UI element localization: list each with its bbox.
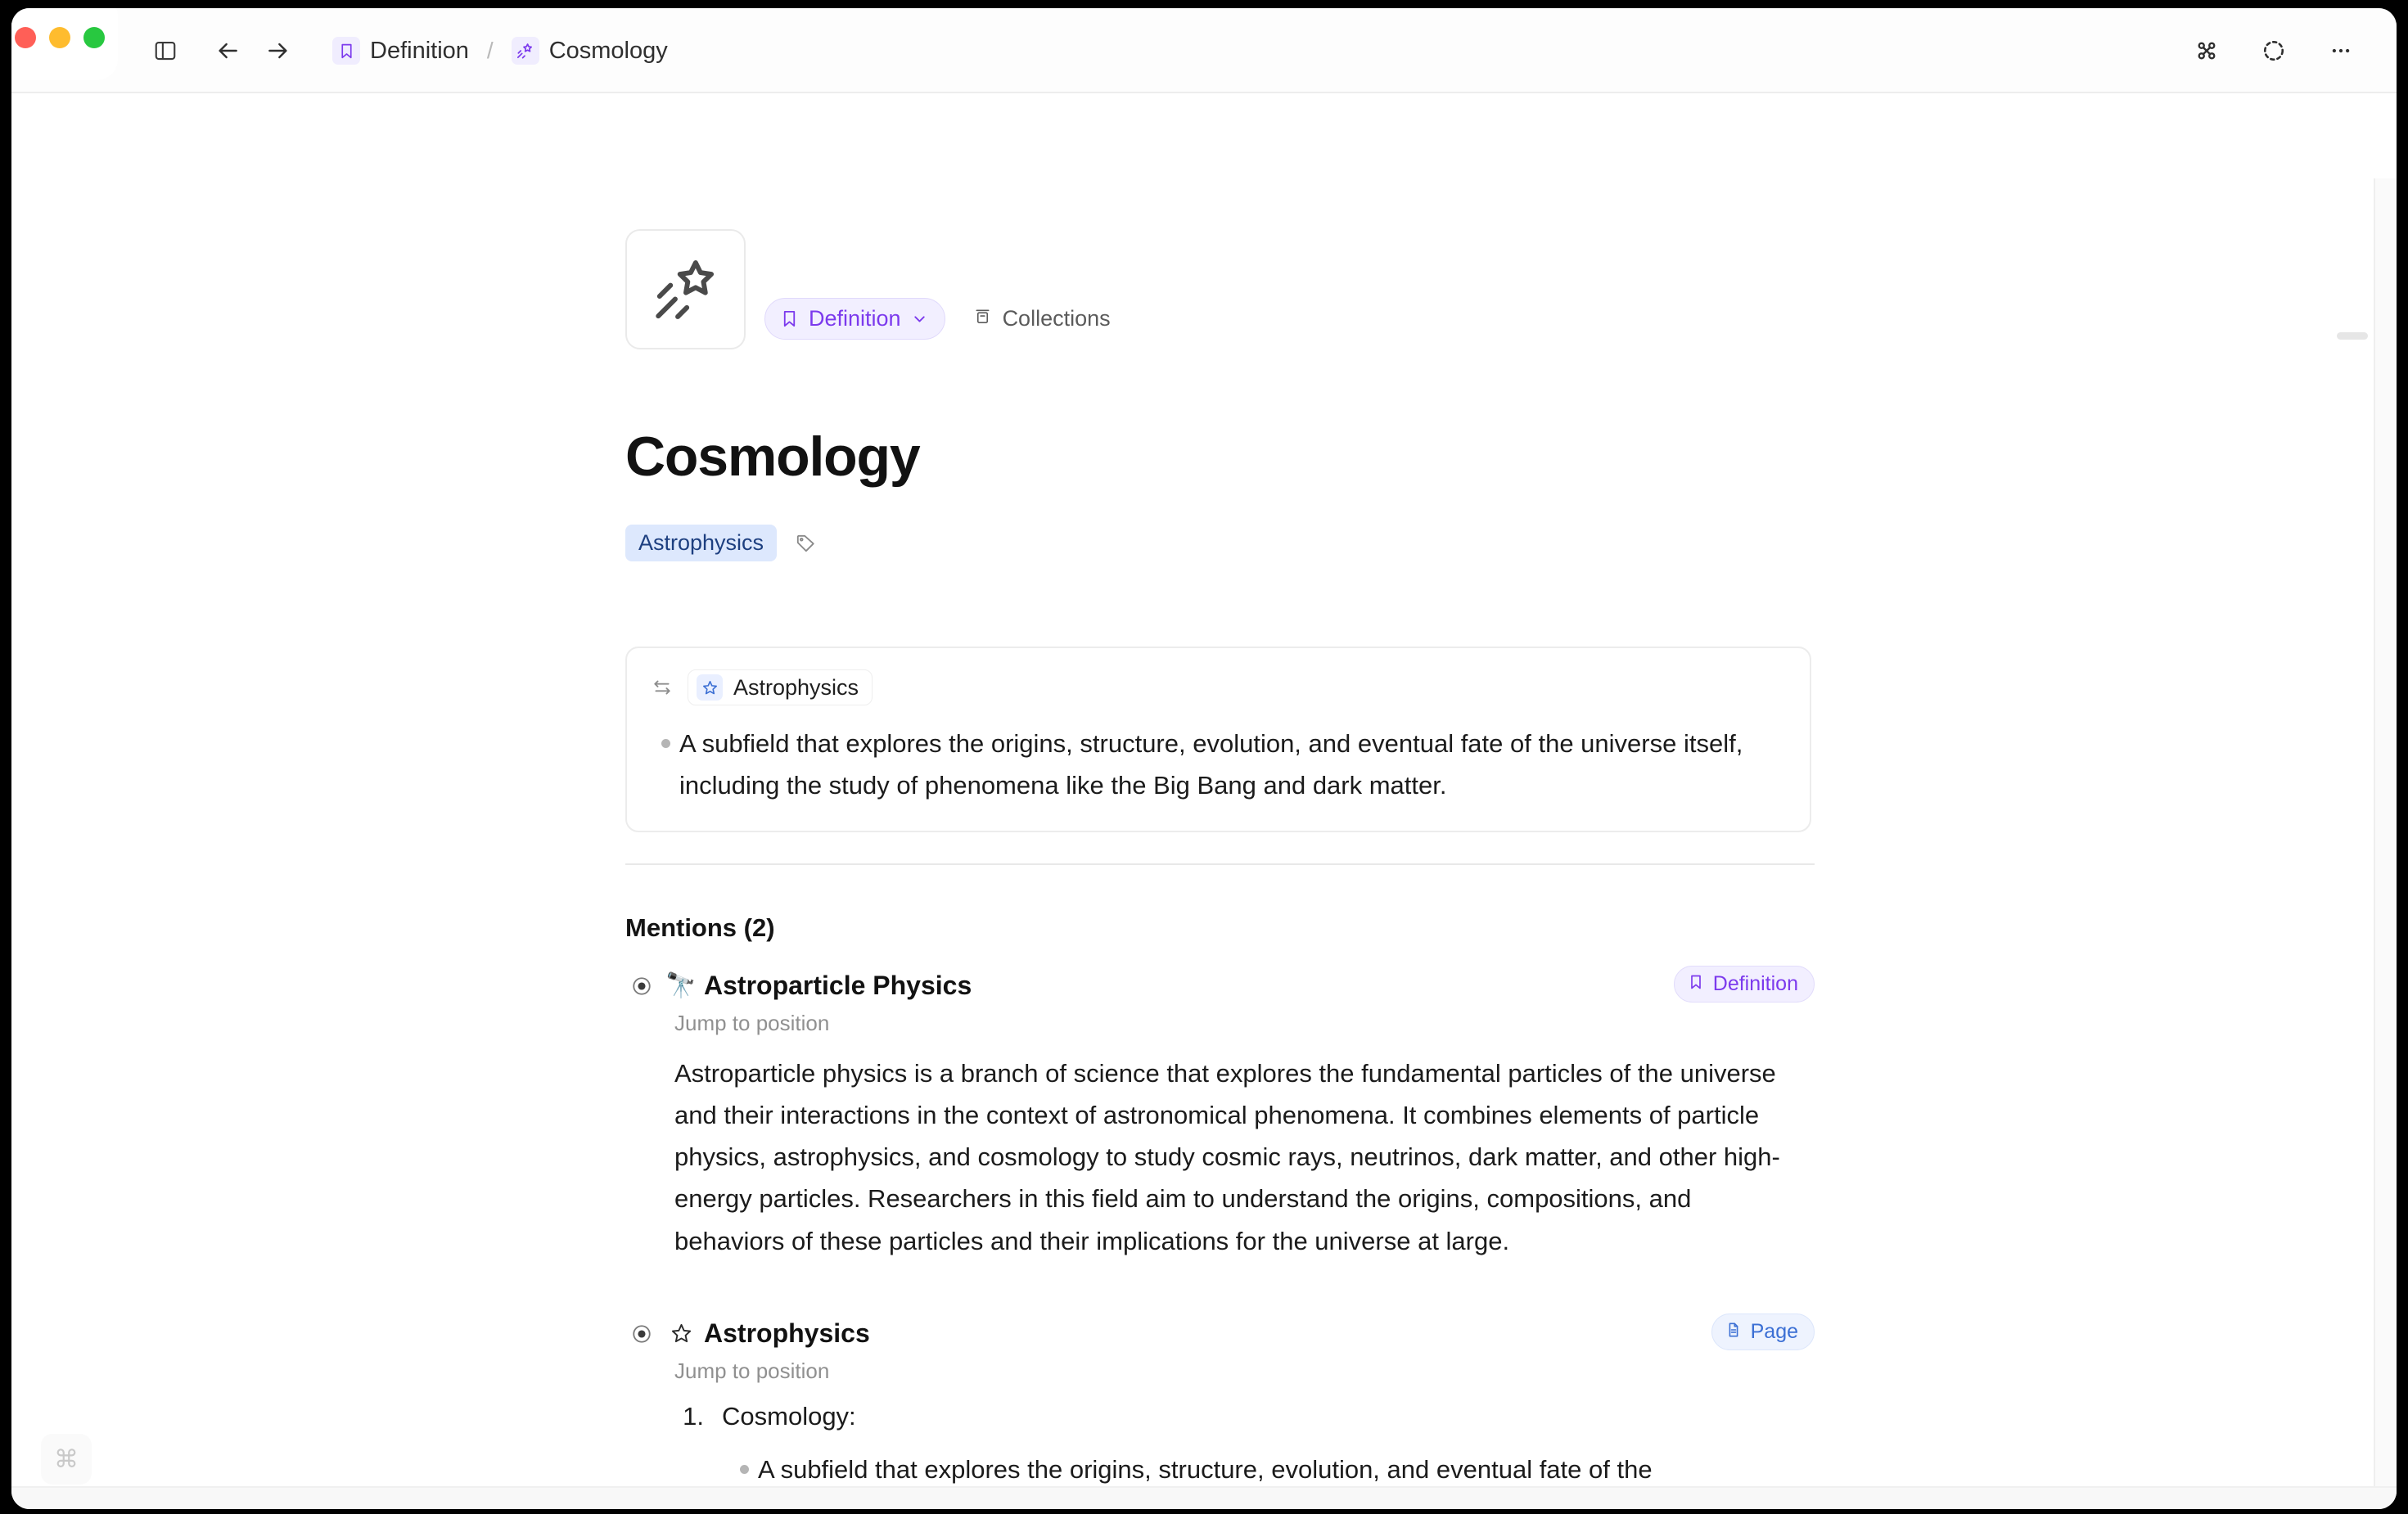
page-title[interactable]: Cosmology xyxy=(625,426,920,488)
jump-to-position-link[interactable]: Jump to position xyxy=(674,1359,830,1383)
titlebar-left xyxy=(142,8,674,93)
mention-title[interactable]: Astroparticle Physics xyxy=(704,971,972,1000)
shooting-star-icon xyxy=(512,37,539,65)
page-type-label: Definition xyxy=(809,306,901,331)
shooting-star-icon xyxy=(648,252,724,327)
graph-view-icon[interactable] xyxy=(2184,28,2230,74)
star-icon xyxy=(658,1322,704,1345)
nested-bullet-item xyxy=(730,1449,1778,1491)
breadcrumb-item-definition[interactable] xyxy=(326,32,476,70)
tag-row xyxy=(625,525,816,561)
document-icon xyxy=(1725,1320,1742,1344)
star-icon xyxy=(697,674,723,701)
jump-to-position-link[interactable]: Jump to position xyxy=(674,1011,830,1035)
nav-arrows xyxy=(205,28,301,74)
mention-body-text: Astroparticle physics is a branch of science that explores the fundamental particles of the universe and their interactions in the context of astronomical phenomena. It combines elements of particle physics, astrophysics, and cosmology to study cosmic rays, neutrinos, dark matter, and other high-energy particles. Researchers in this field aim to understand the origins, compositions, and behaviors of these particles and their implications for the universe at large. xyxy=(674,1059,1780,1255)
list-item-text: Cosmology: xyxy=(722,1402,856,1431)
nested-bullet-text: A subfield that explores the origins, structure, evolution, and eventual fate of the xyxy=(758,1455,1653,1484)
maximize-window-button[interactable] xyxy=(83,27,105,48)
reference-chip[interactable] xyxy=(688,669,873,705)
page-icon-button[interactable] xyxy=(625,229,746,349)
window-controls xyxy=(11,8,118,80)
mention-header xyxy=(625,1318,1815,1349)
document-scroll-area[interactable] xyxy=(11,93,2397,1509)
telescope-icon: 🔭 xyxy=(665,972,697,999)
resize-handle[interactable] xyxy=(2337,332,2368,340)
bullet-dot-icon xyxy=(730,1449,758,1491)
bottom-edge xyxy=(11,1486,2397,1509)
mention-item-astrophysics[interactable] xyxy=(625,1318,1815,1491)
breadcrumb-label: Cosmology xyxy=(548,37,668,64)
titlebar-actions xyxy=(2184,8,2364,93)
collections-button[interactable] xyxy=(968,301,1116,336)
definition-bullet xyxy=(652,723,1785,806)
sidebar-toggle-icon[interactable] xyxy=(142,28,188,74)
right-panel-strip xyxy=(2374,178,2397,1509)
mentions-heading: Mentions (2) xyxy=(625,913,775,942)
definition-card-header xyxy=(652,669,1785,705)
section-divider xyxy=(625,863,1815,865)
more-options-icon[interactable] xyxy=(2318,28,2364,74)
tag-chip[interactable]: Astrophysics xyxy=(625,525,777,561)
chevron-down-icon xyxy=(911,310,928,327)
breadcrumb-item-cosmology[interactable] xyxy=(505,32,674,70)
bookmark-icon xyxy=(332,37,360,65)
collections-label: Collections xyxy=(1002,306,1111,331)
swap-arrows-icon[interactable] xyxy=(652,677,673,698)
breadcrumb-label: Definition xyxy=(370,37,469,64)
ordered-list-item xyxy=(674,1402,1815,1431)
bookmark-icon xyxy=(1688,972,1704,996)
mention-item-astroparticle-physics[interactable] xyxy=(625,971,1815,1262)
status-badge-label: Page xyxy=(1750,1320,1798,1343)
app-window xyxy=(11,8,2397,1509)
reference-chip-label: Astrophysics xyxy=(733,674,859,700)
back-button[interactable] xyxy=(205,28,250,74)
status-badge[interactable] xyxy=(1674,966,1815,1003)
minimize-window-button[interactable] xyxy=(49,27,70,48)
bookmark-icon xyxy=(780,309,799,328)
breadcrumb-separator: / xyxy=(486,38,494,63)
page-meta-row xyxy=(764,298,1116,340)
mention-header xyxy=(625,971,1815,1001)
page-type-selector[interactable] xyxy=(764,298,945,340)
bullet-dot-icon xyxy=(652,723,679,806)
close-window-button[interactable] xyxy=(15,27,36,48)
focus-circle-icon[interactable] xyxy=(2251,28,2297,74)
definition-text[interactable]: A subfield that explores the origins, structure, evolution, and eventual fate of the universe itself, including the study of phenomena like the Big Bang and dark matter. xyxy=(679,729,1743,800)
archive-box-icon xyxy=(973,306,992,331)
definition-card xyxy=(625,647,1811,832)
status-badge[interactable] xyxy=(1711,1313,1815,1350)
tag-icon[interactable] xyxy=(795,533,816,554)
status-badge-label: Definition xyxy=(1712,972,1798,995)
titlebar xyxy=(11,8,2397,93)
forward-button[interactable] xyxy=(255,28,301,74)
list-number: 1. xyxy=(683,1402,704,1431)
radio-selected-icon[interactable] xyxy=(625,1323,658,1345)
command-palette-button[interactable]: ⌘ xyxy=(41,1434,92,1485)
breadcrumb xyxy=(326,32,674,70)
mention-title[interactable]: Astrophysics xyxy=(704,1318,870,1348)
radio-selected-icon[interactable] xyxy=(625,976,658,997)
